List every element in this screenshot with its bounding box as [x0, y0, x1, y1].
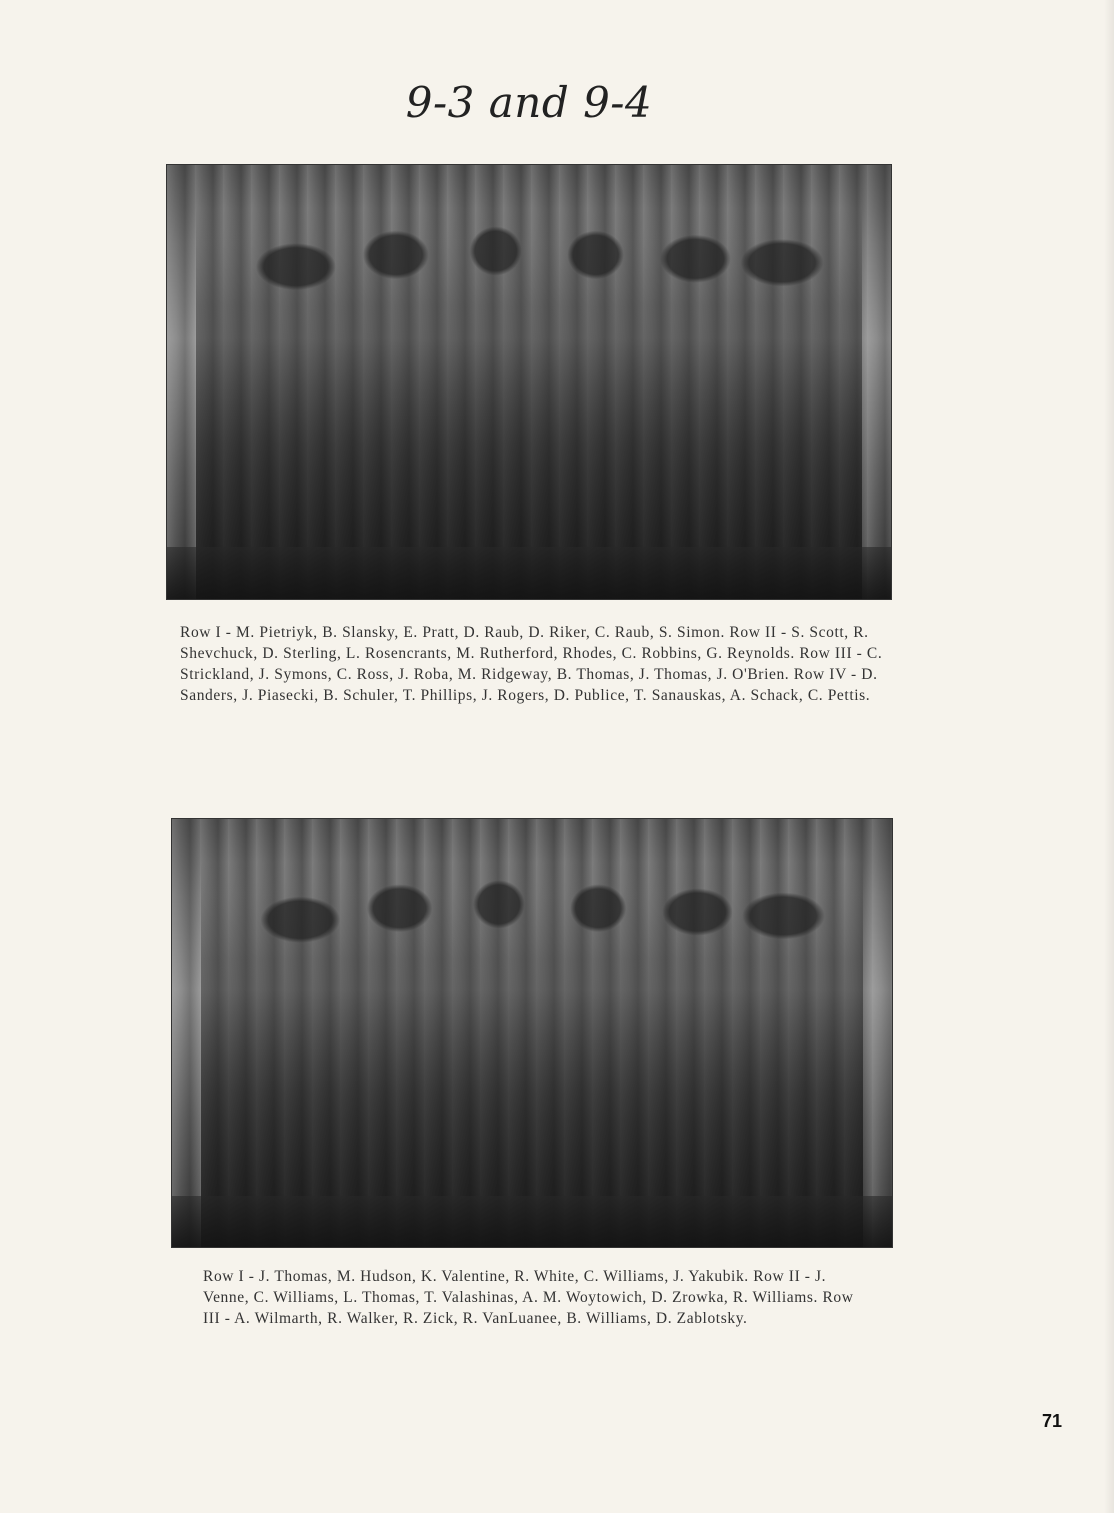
students-group	[196, 208, 862, 599]
page-title: 9-3 and 9-4	[405, 78, 653, 127]
students-group	[201, 862, 863, 1247]
caption-9-4: Row I - J. Thomas, M. Hudson, K. Valentine, R. White, C. Williams, J. Yakubik. Row II - J. Venne, C. Williams, L. Thomas, T. Valashinas, A. M. Woytowich, D. Zrowka, R. Williams. Row III - A. Wilmarth, R. Walker, R. Zick, R. VanLuanee, B. Williams, D. Zablotsky.	[203, 1268, 854, 1327]
stage-floor	[172, 1196, 892, 1247]
stage-floor	[167, 547, 891, 599]
page-edge-shadow	[1104, 0, 1114, 1513]
class-photo-9-4	[171, 818, 893, 1248]
class-photo-9-3	[166, 164, 892, 600]
page-number: 71	[1041, 1411, 1062, 1431]
caption-9-3: Row I - M. Pietriyk, B. Slansky, E. Pratt, D. Raub, D. Riker, C. Raub, S. Simon. Row II - S. Scott, R. Shevchuck, D. Sterling, L. Rosencrants, M. Rutherford, Rhodes, C. Robbins, G. Reynolds. Row III - C. Strickland, J. Symons, C. Ross, J. Roba, M. Ridgeway, B. Thomas, J. Thomas, J. O'Brien. Row IV - D. Sanders, J. Piasecki, B. Schuler, T. Phillips, J. Rogers, D. Publice, T. Sanauskas, A. Schack, C. Pettis.	[180, 624, 883, 704]
